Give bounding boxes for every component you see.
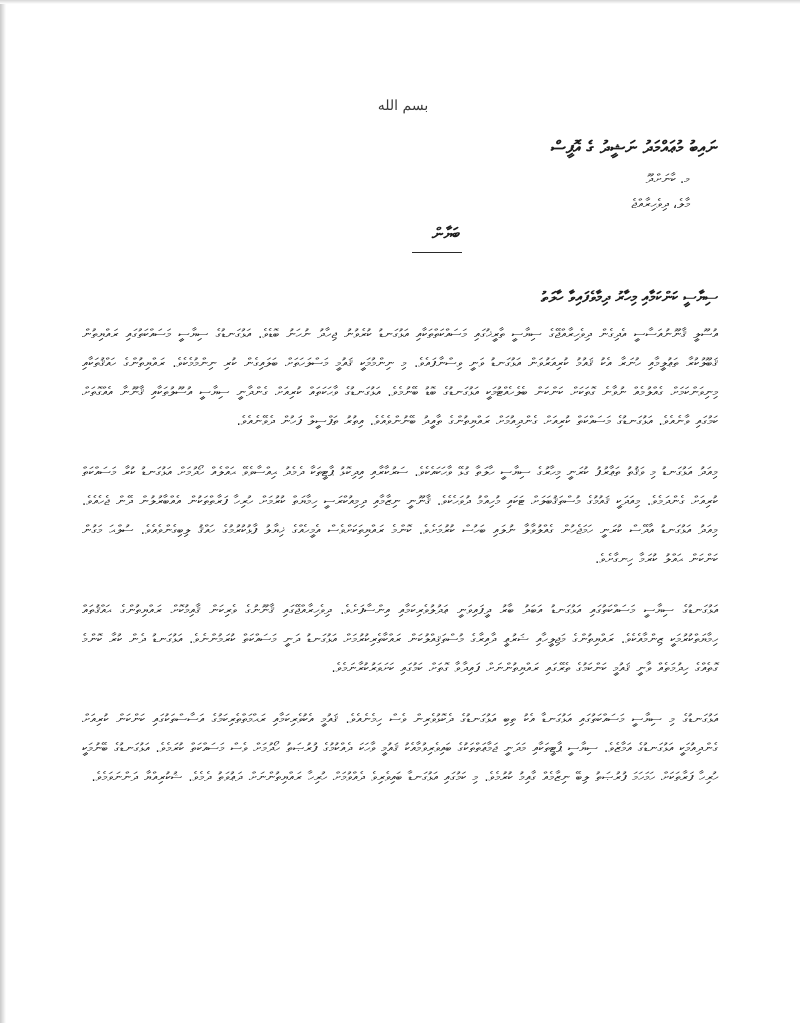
address-line-1: މ. ކާނަށްދޫ xyxy=(645,172,690,187)
paragraph-2: މިއަދު އަޅުގަނޑު މި ވަޤުތު ތަޢާރުފު ކުރަނީ މިހާރުގެ ސިޔާސީ ހާލަތާ ގުޅޭ ވާހަކައެކެވެ. ސަރުކާރާއި އިދިކޮޅު ޕާޓީތަކާ ދެމެދު ޙިއްސާވެވޭ ޙައްލެއް ހޯދުމަށް އަޅުގަނޑު ކުރާ މަސައްކަތް ކުރިއަށް ގެންދަމެވެ. މިއަދަކީ ޤައުމުގެ މުސްތަޤުބަލަށް ޓަކައި މުހިއްމު ދުވަހެކެވެ. ޤާނޫނީ ނިޒާމާއި ދިމިއުކްރަސީ ހިމާޔަތް ކުރުމަށް ހުރިހާ ފަރާތްތަކުން އެއްބާރުލުން ދޭން ޖެހެއެވެ. މިއަދު އަޅުގަނޑު އާދޭސް ކުރަނީ ހަމަޖެހުން ގެއްލުވާލާ ނުލައި ބަހުސް ކުރުމަށެވެ. ކޮންމެ ރައްޔިތަކަށްވެސް އެމީހެއްގެ ޚިޔާލު ފާޅުކުރުމުގެ ހައްޤު ލިބިގެންވެއެވެ. ސުލްޙަ މަގުން ކަންކަން ޙައްލު ކުރަމާ ހިނގާށެވެ. xyxy=(82,465,718,567)
bismillah-calligraphy: بسم الله xyxy=(377,98,429,114)
paragraph-3: އަޅުގަނޑުގެ ސިޔާސީ މަސައްކަތުގައި އަޅުގަނޑު އަބަދު ބާރު ދީފައިވަނީ ޢަދުލުވެރިކަމާއި އިންސާފަށެވެ. ދިވެހިރާއްޖޭގައި ޤާނޫނުގެ ވެރިކަން ޤާއިމުކޮށް ރައްޔިތުންގެ ޙައްޤުތައް ހިމާޔަތްކުރުމަކީ ޒިންމާއެކެވެ. ރައްޔިތުންގެ މަޖިލީހާއި ޝަރުޢީ ދާއިރާގެ މުސްތަޤިއްލުކަން ރައްކާތެރިކުރުމަށް އަޅުގަނޑު ދަނީ މަސައްކަތް ކުރަމުންނެވެ. އަޅުގަނޑު ދެން ކުރާ ކޮންމެ ގޮތެއްގެ ހިދުމަތެއް ވާނީ ޤައުމީ ކަންކަމުގެ ތެރޭގައި ރައްޔިތުންނަށް ފައިދާވާ ގޮތަށް ކަމުގައި ކަށަވަރުކުރާނަމެވެ. xyxy=(82,603,718,676)
paragraph-1: އުސޫލީ ޤާނޫނުއަސާސީ އެދިގެން ދިވެހިރާއްޖޭގެ ސިޔާސީ ތާރީޚުގައި މަސައްކަތްތަކާއި އަޅުގަނޑު ކުރެވުނު ޖިހާދު ނުހަނު ބޮޑެވެ. އަޅުގަނޑުގެ ސިޔާސީ މަސައްކަތުގައި ރައްޔިތުން ޤަބޫލުކުރާ ތަޢުލީމާއި ހުނަރާ އެކު ޤައުމު ކުރިއަރުވަން އަޅުގަނޑު ވަނީ ވިސްނާފައެވެ. މި ނިންމުމަކީ ޤައުމީ މަސްލަހަތަށް ބަލައިގެން ކުރި ނިންމުމެކެވެ. ރައްޔިތުންގެ ހައްޤުތަކާއި މިނިވަންކަމަށް ގެއްލުމެއް ނުވާނެ ގޮތަކަށް ކަންކަން ބެލެހެއްޓުމަކީ އަޅުގަނޑުގެ ބޮޑު ބޭނުމެވެ. އަޅުގަނޑުގެ ވާހަކަތައް ކުރިއަށް ގެންދާނީ ސިޔާސީ އުސޫލުތަކާއި ޤާނޫނާ އެއްގޮތަށް ކަމުގައި ވާނެއެވެ. އަޅުގަނޑުގެ މަސައްކަތް ކުރިއަށް ގެންދިއުމަށް ރައްޔިތުންގެ ތާއީދު ބޭނުންވެއެވެ. އިތުރު ތަފްސީލް ފަހުން ދެވޭނެއެވެ. xyxy=(82,327,718,429)
notice-title-underline xyxy=(412,252,462,253)
document-body xyxy=(82,320,718,814)
subject-heading: ސިޔާސީ ކަންކަމާއި މިހާރު ދިމާވެފައިވާ ހާލަތު xyxy=(541,288,718,306)
letterhead xyxy=(358,138,718,222)
notice-title: ބަޔާން xyxy=(431,224,460,243)
page-edge-shadow-top xyxy=(0,0,800,4)
address-line-2: މާލެ، ދިވެހިރާއްޖެ xyxy=(631,197,690,212)
paragraph-4: އަޅުގަނޑުގެ މި ސިޔާސީ މަސައްކަތުގައި އަޅުގަނޑާ އެކު ތިބި އަޅުގަނޑުގެ ދެކޮޅުވެރިން ވެސް ހިމެނެއެވެ. ޤައުމީ އެކުވެރިކަމާއި ރަޙްމަތްތެރިކަމުގެ އަސާސްތަކުގައި ކަންކަން ކުރިއަށް ގެންދިއުމަކީ އަޅުގަނޑުގެ އަމާޒެވެ. ސިޔާސީ ޕާޓީތަކާއި މަދަނީ ޖަމާޢަތްތަކުގެ ބައިވެރިވުމާއެކު ޤައުމީ ވާހަކަ ދެއްކުމުގެ ފުރުޞަތު ހޯދުމަށް ވެސް މަސައްކަތް ކުރަމެވެ. އަޅުގަނޑުގެ ބޭނުމަކީ ހުރިހާ ފަރާތަކަށް ހަމަހަމަ ފުރުޞަތު ލިބޭ ނިޒާމެއް ގާއިމު ކުރުމެވެ. މި ކަމުގައި އަޅުގަނޑާ ބައިވެރިވެ ދެއްވުމަށް ހުރިހާ ރައްޔިތުންނަށް ދަޢުވަތު ދެމެވެ. ޝުކުރިއްޔާ ދަންނަވަމެވެ. xyxy=(82,712,718,785)
office-name: ނައިބު މުޢައްމަދު ނަޝީދު ގެ އޮފީސް xyxy=(550,138,718,158)
page-edge-shadow-left xyxy=(0,0,6,1023)
